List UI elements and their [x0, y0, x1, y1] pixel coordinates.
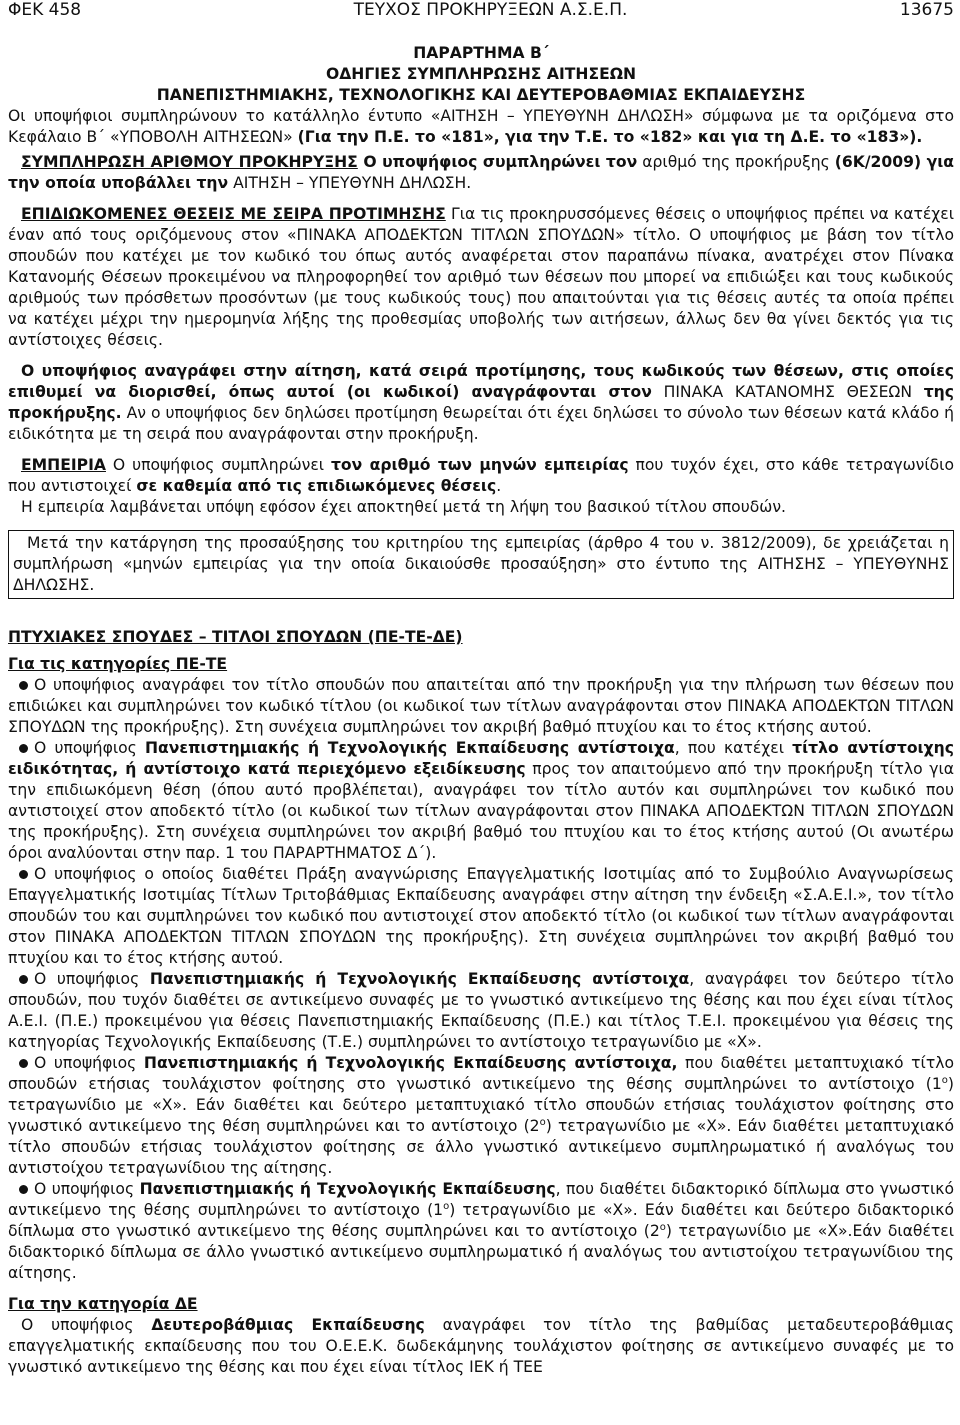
bullet-icon [19, 1059, 28, 1068]
bullet-item: Ο υποψήφιος Πανεπιστημιακής ή Τεχνολογικής Εκπαίδευσης, που διαθέτει διδακτορικό δίπλωμα στο γνωστικό αντικείμενο της θέσης συμπληρώνει το αντίστοιχο $(1^o)$ τετραγωνίδιο με «Χ». Εάν διαθέτει και δεύτερο διδακτορικό δίπλωμα στο γνωστικό αντικείμενο της θέσης συμπληρώνει και το αντίστοιχο $(2^o)$ τετραγωνίδιο με «Χ».Εάν διαθέτει διδακτορικό δίπλωμα σε άλλο γνωστικό αντικείμενο συμπληρωματικό ή αναλόγως του αντιστοίχου τετραγωνίδιου της αίτησης. [8, 1180, 954, 1282]
education-title: ΠΑΝΕΠΙΣΤΗΜΙΑΚΗΣ, ΤΕΧΝΟΛΟΓΙΚΗΣ ΚΑΙ ΔΕΥΤΕΡΟΒΑΘΜΙΑΣ ΕΚΠΑΙΔΕΥΣΗΣ [156, 86, 806, 104]
section-title: ΠΤΥΧΙΑΚΕΣ ΣΠΟΥΔΕΣ – ΤΙΤΛΟΙ ΣΠΟΥΔΩΝ (ΠΕ-ΤΕ-ΔΕ) [8, 628, 463, 646]
number-paragraph: ΣΥΜΠΛΗΡΩΣΗ ΑΡΙΘΜΟΥ ΠΡΟΚΗΡΥΞΗΣ Ο υποψήφιος συμπληρώνει τον αριθμό της προκήρυξης (6Κ/2009) για την οποία υποβάλλει την ΑΙΤΗΣΗ – ΥΠΕΥΘΥΝΗ ΔΗΛΩΣΗ. [8, 153, 954, 192]
boxed-note [8, 530, 954, 599]
bullet-icon [19, 1185, 28, 1194]
subsection-de: Για την κατηγορία ΔΕ [8, 1295, 198, 1313]
annex-title: ΠΑΡΑΡΤΗΜΑ Β΄ [413, 44, 549, 62]
gazette-series: ΤΕΥΧΟΣ ΠΡΟΚΗΡΥΞΕΩΝ Α.Σ.Ε.Π. [353, 0, 628, 20]
bullet-icon [19, 870, 28, 879]
bullet-icon [19, 681, 28, 690]
bullet-icon [19, 744, 28, 753]
bullet-item: Ο υποψήφιος Πανεπιστημιακής ή Τεχνολογικής Εκπαίδευσης αντίστοιχα, αναγράφει τον δεύτερο τίτλο σπουδών, που τυχόν διαθέτει σε αντικείμενο συναφές με το γνωστικό αντικείμενο της θέσης και που έχει είναι τίτλος Α.Ε.Ι. (Π.Ε.) προκειμένου για θέσεις Πανεπιστημιακής Εκπαίδευσης (Π.Ε.) και τίτλος Τ.Ε.Ι. προκειμένου για θέσεις της κατηγορίας Τεχνολογικής Εκπαίδευσης (Τ.Ε.) συμπληρώνει το αντίστοιχο τετραγωνίδιο με «Χ». [8, 970, 954, 1051]
bullet-icon [19, 975, 28, 984]
instructions-title: ΟΔΗΓΙΕΣ ΣΥΜΠΛΗΡΩΣΗΣ ΑΙΤΗΣΕΩΝ [325, 65, 637, 83]
de-paragraph: Ο υποψήφιος Δευτεροβάθμιας Εκπαίδευσης αναγράφει τον τίτλο της βαθμίδας μεταδευτεροβάθμιας επαγγελματικής εκπαίδευσης που του Ο.Ε.Ε.Κ. δωδεκάμηνης τουλάχιστον φοίτησης σε αντικείμενο συναφές με το γνωστικό αντικείμενο της θέσης και που έχει είναι τίτλος ΙΕΚ ή ΤΕΕ [8, 1316, 954, 1376]
bullet-item: Ο υποψήφιος Πανεπιστημιακής ή Τεχνολογικής Εκπαίδευσης αντίστοιχα, που κατέχει τίτλο αντίστοιχης ειδικότητας, ή αντίστοιχο κατά περιεχόμενο εξειδίκευσης προς τον απαιτούμενο από την προκήρυξη τίτλο για την επιδιωκόμενη θέση (όπου αυτό προβλέπεται), αναγράφει τον τίτλο αυτόν και συμπληρώνει τον κωδικό που αντιστοιχεί στον αποδεκτό τίτλο (οι κωδικοί των τίτλων αναγράφονται στον ΠΙΝΑΚΑ ΑΠΟΔΕΚΤΩΝ ΤΙΤΛΩΝ ΣΠΟΥΔΩΝ της προκήρυξης). Στη συνέχεια συμπληρώνει τον ακριβή βαθμό του πτυχίου και το έτος κτήσης αυτού (Οι ανωτέρω όροι αναλύονται στην παρ. 1 του ΠΑΡΑΡΤΗΜΑΤΟΣ Δ΄). [8, 739, 955, 862]
page-number: 13675 [899, 0, 954, 20]
title-block [8, 43, 954, 106]
order-paragraph: Ο υποψήφιος αναγράφει στην αίτηση, κατά σειρά προτίμησης, τους κωδικούς των θέσεων, στις οποίες επιθυμεί να διορισθεί, όπως αυτοί (οι κωδικοί) αναγράφονται στον ΠΙΝΑΚΑ ΚΑΤΑΝΟΜΗΣ ΘΕΣΕΩΝ της προκήρυξης. Αν ο υποψήφιος δεν δηλώσει προτίμηση θεωρείται ότι έχει δηλώσει το σύνολο των θέσεων κατά κλάδο ή ειδικότητα με τη σειρά που αναγράφονται στην προκήρυξη. [8, 362, 954, 443]
experience-paragraph: ΕΜΠΕΙΡΙΑ Ο υποψήφιος συμπληρώνει τον αριθμό των μηνών εμπειρίας που τυχόν έχει, στο κάθε τετραγωνίδιο που αντιστοιχεί σε καθεμία από τις επιδιωκόμενες θέσεις. [8, 456, 954, 495]
bullet-item: Ο υποψήφιος αναγράφει τον τίτλο σπουδών που απαιτείται από την προκήρυξη για την πλήρωση των θέσεων που επιδιώκει και συμπληρώνει τον κωδικό τίτλου (οι κωδικοί των τίτλων αναγράφονται στον ΠΙΝΑΚΑ ΑΠΟΔΕΚΤΩΝ ΤΙΤΛΩΝ ΣΠΟΥΔΩΝ της προκήρυξης). Στη συνέχεια συμπληρώνει τον ακριβή βαθμό πτυχίου και το έτος κτήσης αυτού. [8, 676, 954, 736]
intro-paragraph: Οι υποψήφιοι συμπληρώνουν το κατάλληλο έντυπο «ΑΙΤΗΣΗ – ΥΠΕΥΘΥΝΗ ΔΗΛΩΣΗ» σύμφωνα με τα οριζόμενα στο Κεφάλαιο Β΄ «ΥΠΟΒΟΛΗ ΑΙΤΗΣΕΩΝ» (Για την Π.Ε. το «181», για την Τ.Ε. το «182» και για τη Δ.Ε. το «183»). [8, 107, 954, 146]
experience-note: Η εμπειρία λαμβάνεται υπόψη εφόσον έχει αποκτηθεί μετά τη λήψη του βασικού τίτλου σπουδών. [21, 498, 786, 516]
positions-paragraph: ΕΠΙΔΙΩΚΟΜΕΝΕΣ ΘΕΣΕΙΣ ΜΕ ΣΕΙΡΑ ΠΡΟΤΙΜΗΣΗΣ Για τις προκηρυσσόμενες θέσεις ο υποψήφιος πρέπει να κατέχει έναν από τους οριζόμενους στον «ΠΙΝΑΚΑ ΑΠΟΔΕΚΤΩΝ ΤΙΤΛΩΝ ΣΠΟΥΔΩΝ» τίτλο. Ο υποψήφιος με βάση τον τίτλο σπουδών που κατέχει με τον κωδικό του όπως αυτός αναφέρεται στον παραπάνω πίνακα, ανατρέχει στον Πίνακα Κατανομής Θέσεων προκειμένου να πληροφορηθεί τον αριθμό των θέσεων που μπορεί να επιδιώξει και τους κωδικούς αριθμούς των πρόσθετων προσόντων (με τους κωδικούς τους) που απαιτούνται για τις θέσεις αυτές τα οποία πρέπει να κατέχει μέχρι την ημερομηνία λήξης της προθεσμίας υποβολής των αιτήσεων, άλλως δεν θα γίνει δεκτός για τις αντίστοιχες θέσεις. [8, 205, 955, 349]
gazette-issue: ΦΕΚ 458 [8, 0, 82, 20]
page-header [8, 0, 954, 22]
boxed-note-text: Μετά την κατάργηση της προσαύξησης του κριτηρίου της εμπειρίας (άρθρο 4 του ν. 3812/2009), δε χρειάζεται η συμπλήρωση «μηνών εμπειρίας για την οποία δικαιούσθε προσαύξηση» στο έντυπο της ΑΙΤΗΣΗΣ – ΥΠΕΥΘΥΝΗΣ ΔΗΛΩΣΗΣ. [13, 534, 949, 594]
bullet-item: Ο υποψήφιος Πανεπιστημιακής ή Τεχνολογικής Εκπαίδευσης αντίστοιχα, που διαθέτει μεταπτυχιακό τίτλο σπουδών ετήσιας τουλάχιστον φοίτησης στο γνωστικό αντικείμενο της θέσης συμπληρώνει το αντίστοιχο $(1^o)$ τετραγωνίδιο με «Χ». Εάν διαθέτει και δεύτερο μεταπτυχιακό τίτλο σπουδών ετήσιας τουλάχιστον φοίτησης στο γνωστικό αντικείμενο της θέση συμπληρώνει και το αντίστοιχο $(2^o)$ τετραγωνίδιο με «Χ». Εάν διαθέτει μεταπτυχιακό τίτλο σπουδών ετήσιας τουλάχιστον φοίτησης σε άλλο γνωστικό αντικείμενο συμπληρωματικό ή αναλόγως του αντιστοίχου τετραγωνίδιου της αίτησης. [8, 1054, 954, 1177]
subsection-pe-te: Για τις κατηγορίες ΠΕ-ΤΕ [8, 655, 228, 673]
bullet-item: Ο υποψήφιος ο οποίος διαθέτει Πράξη αναγνώρισης Επαγγελματικής Ισοτιμίας από το Συμβούλιο Αναγνωρίσεως Επαγγελματικής Ισοτιμίας Τίτλων Τριτοβάθμιας Εκπαίδευσης αναγράφει στην αίτηση την ένδειξη «Σ.Α.Ε.Ι.», τον τίτλο σπουδών του και συμπληρώνει τον κωδικό που αντιστοιχεί στον αποδεκτό τίτλο (οι κωδικοί των τίτλων αναγράφονται στον ΠΙΝΑΚΑ ΑΠΟΔΕΚΤΩΝ ΤΙΤΛΩΝ ΣΠΟΥΔΩΝ της προκήρυξης). Στη συνέχεια συμπληρώνει τον ακριβή βαθμό του πτυχίου και το έτος κτήσης αυτού. [8, 865, 954, 967]
document-page [8, 0, 954, 1378]
